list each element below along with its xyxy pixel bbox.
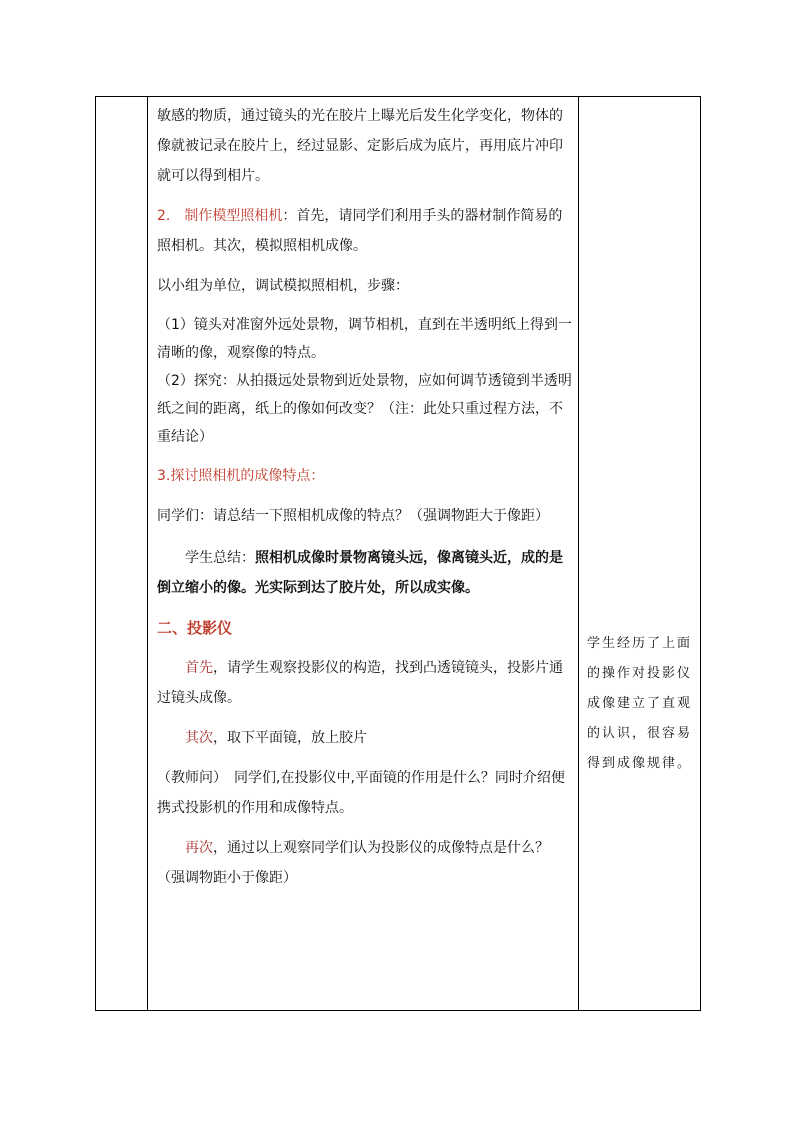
- paragraph-text: ，请学生观察投影仪的构造，找到凸透镜镜头，投影片通过镜头成像。: [157, 660, 563, 706]
- paragraph-question-camera: 同学们：请总结一下照相机成像的特点？（强调物距大于像距）: [157, 508, 549, 524]
- paragraph-projector-third: [157, 833, 572, 893]
- paragraph-text: ，通过以上观察同学们认为投影仪的成像特点是什么？（强调物距小于像距）: [157, 840, 549, 886]
- section-label-make-camera: 2. 制作模型照相机: [157, 208, 283, 224]
- section-label-camera-features: 3.探讨照相机的成像特点：: [157, 468, 325, 484]
- paragraph-teacher-question: （教师问） 同学们,在投影仪中,平面镜的作用是什么？同时介绍便携式投影机的作用和成像特点。: [157, 770, 565, 816]
- left-column-cell: [96, 97, 148, 1011]
- paragraph-text: ：首先，请同学们利用手头的器材制作简易的 照相机。其次，模拟照相机成像。: [157, 208, 563, 254]
- paragraph-student-summary: [157, 543, 572, 603]
- section-heading-projector: 二、投影仪: [157, 619, 233, 637]
- paragraph-make-model-camera: [157, 201, 572, 261]
- paragraph-projector-first: [157, 653, 572, 713]
- lesson-table: [95, 96, 701, 1011]
- main-content-cell: [148, 97, 579, 1011]
- paragraph-step-1: （1）镜头对准窗外远处景物，调节相机，直到在半透明纸上得到一清晰的像，观察像的特点。: [157, 317, 572, 361]
- paragraph-projector-second: [157, 723, 572, 753]
- paragraph-text: ，取下平面镜，放上胶片: [213, 730, 367, 746]
- design-note: 学生经历了上面的操作对投影仪成像建立了直观的认识，很容易得到成像规律。: [587, 636, 693, 771]
- note-column-cell: [579, 97, 701, 1011]
- summary-text: 照相机成像时景物离镜头远，像离镜头近，成的是倒立缩小的像。光实际到达了胶片处，所以成实像。: [157, 550, 563, 596]
- paragraph-step-2: （2）探究：从拍摄远处景物到近处景物，应如何调节透镜到半透明纸之间的距离，纸上的像如何改变？（注：此处只重过程方法，不重结论）: [157, 373, 572, 445]
- paragraph-camera-principle: 敏感的物质，通过镜头的光在胶片上曝光后发生化学变化，物体的像就被记录在胶片上，经过显影、定影后成为底片，再用底片冲印就可以得到相片。: [157, 108, 563, 184]
- step-label-first: 首先: [185, 660, 213, 676]
- step-label-third: 再次: [185, 840, 213, 856]
- step-label-second: 其次: [185, 730, 213, 746]
- paragraph-group-steps: 以小组为单位，调试模拟照相机，步骤：: [157, 278, 409, 294]
- table-row: [96, 97, 701, 1011]
- summary-label: 学生总结：: [185, 550, 255, 566]
- main-content: [148, 97, 578, 893]
